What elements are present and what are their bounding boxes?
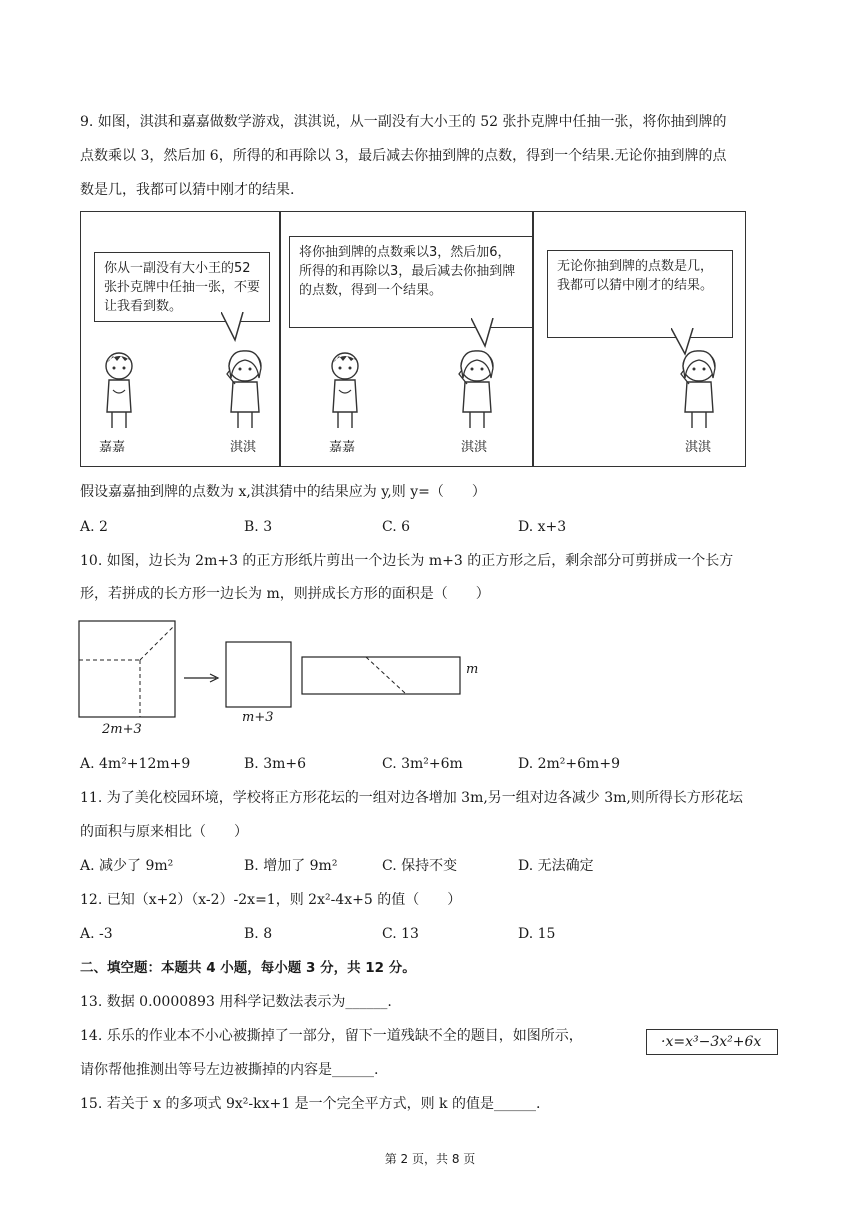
q9-option-d: D. x+3 — [518, 519, 567, 535]
square-cut-figure — [76, 618, 496, 730]
q12-option-b: B. 8 — [244, 926, 273, 942]
label-qiqi: 淇淇 — [230, 440, 257, 455]
q11-line-2: 的面积与原来相比（ ） — [80, 824, 248, 840]
q9-line-3: 数是几，我都可以猜中刚才的结果. — [80, 182, 295, 198]
torn-equation-box — [646, 1029, 778, 1055]
q15: 15. 若关于 x 的多项式 9x²-kx+1 是一个完全平方式，则 k 的值是______. — [80, 1096, 541, 1112]
q10-option-a: A. 4m²+12m+9 — [80, 756, 191, 772]
label-jiajia: 嘉嘉 — [99, 440, 126, 455]
q11-option-d: D. 无法确定 — [518, 858, 594, 874]
label-m-plus-3: m+3 — [242, 710, 274, 725]
q11-option-c: C. 保持不变 — [382, 858, 458, 874]
label-2m-plus-3: 2m+3 — [102, 722, 142, 737]
speech-bubble-2: 将你抽到牌的点数乘以3，然后加6，所得的和再除以3，最后减去你抽到牌的点数，得到一个结果。 — [289, 236, 533, 328]
speech-bubble-3: 无论你抽到牌的点数是几，我都可以猜中刚才的结果。 — [547, 250, 733, 338]
q9-question: 假设嘉嘉抽到牌的点数为 x,淇淇猜中的结果应为 y,则 y=（ ） — [80, 484, 486, 500]
q10-option-d: D. 2m²+6m+9 — [518, 756, 620, 772]
q12-option-a: A. -3 — [80, 926, 113, 942]
q9-line-1: 9. 如图，淇淇和嘉嘉做数学游戏，淇淇说，从一副没有大小王的 52 张扑克牌中任抽一张，将你抽到牌的 — [80, 114, 727, 130]
label-jiajia: 嘉嘉 — [329, 440, 356, 455]
q10-line-2: 形，若拼成的长方形一边长为 m，则拼成长方形的面积是（ ） — [80, 586, 490, 602]
q9-option-a: A. 2 — [80, 519, 108, 535]
section-heading: 二、填空题：本题共 4 小题，每小题 3 分，共 12 分。 — [80, 960, 416, 976]
q11-option-b: B. 增加了 9m² — [244, 858, 338, 874]
q11-line-1: 11. 为了美化校园环境，学校将正方形花坛的一组对边各增加 3m,另一组对边各减少 3m,则所得长方形花坛 — [80, 790, 743, 806]
boy-figure-icon — [325, 350, 367, 430]
q11-option-a: A. 减少了 9m² — [80, 858, 174, 874]
q12-option-c: C. 13 — [382, 926, 419, 942]
q12-option-d: D. 15 — [518, 926, 556, 942]
panel-divider — [279, 212, 281, 466]
q9-option-c: C. 6 — [382, 519, 411, 535]
q14-line-1: 14. 乐乐的作业本不小心被撕掉了一部分，留下一道残缺不全的题目，如图所示， — [80, 1028, 583, 1044]
q14-line-2: 请你帮他推测出等号左边被撕掉的内容是______. — [80, 1062, 379, 1078]
q13: 13. 数据 0.0000893 用科学记数法表示为______. — [80, 994, 392, 1010]
q10-line-1: 10. 如图，边长为 2m+3 的正方形纸片剪出一个边长为 m+3 的正方形之后，剩余部分可剪拼成一个长方 — [80, 553, 734, 569]
q9-line-2: 点数乘以 3，然后加 6，所得的和再除以 3，最后减去你抽到牌的点数，得到一个结果.无论你抽到牌的点 — [80, 148, 727, 164]
q9-option-b: B. 3 — [244, 519, 273, 535]
comic-strip — [80, 211, 746, 467]
q10-option-b: B. 3m+6 — [244, 756, 307, 772]
label-qiqi: 淇淇 — [685, 440, 712, 455]
label-m: m — [466, 662, 479, 677]
torn-equation: ·x=x³−3x²+6x — [661, 1034, 762, 1050]
q12-line-1: 12. 已知（x+2）（x-2）-2x=1，则 2x²-4x+5 的值（ ） — [80, 892, 462, 908]
girl-figure-icon — [453, 348, 497, 430]
label-qiqi: 淇淇 — [461, 440, 488, 455]
boy-figure-icon — [99, 350, 141, 430]
page-footer: 第 2 页，共 8 页 — [384, 1152, 476, 1166]
girl-figure-icon — [221, 348, 265, 430]
speech-bubble-1: 你从一副没有大小王的52张扑克牌中任抽一张，不要让我看到数。 — [94, 252, 270, 322]
bubble-tail — [221, 312, 251, 342]
girl-figure-icon — [675, 348, 719, 430]
bubble-tail — [471, 318, 501, 348]
q10-option-c: C. 3m²+6m — [382, 756, 463, 772]
